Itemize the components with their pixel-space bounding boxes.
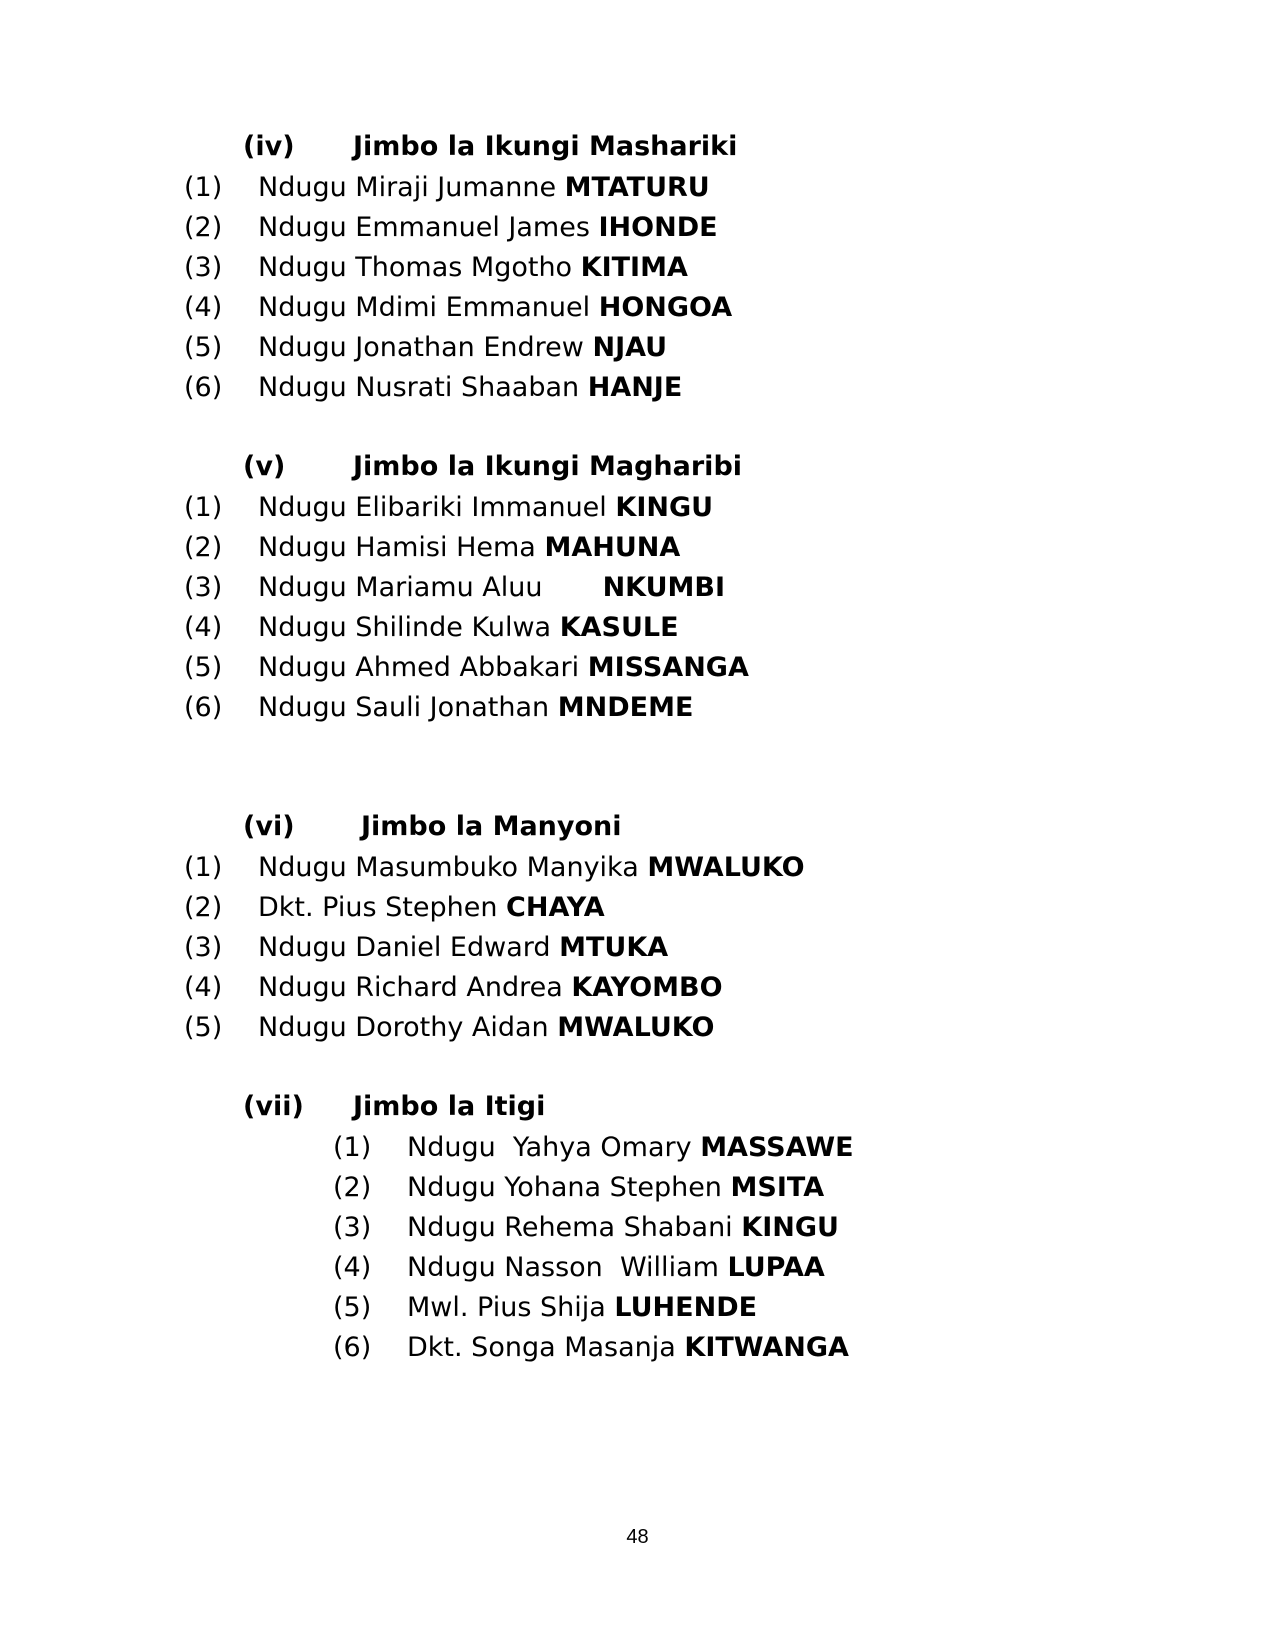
item-index: (6): [184, 692, 223, 723]
surname: KITWANGA: [684, 1332, 849, 1363]
surname: KINGU: [615, 492, 714, 523]
item-index: (5): [184, 1012, 223, 1043]
given-name: Ndugu Shilinde Kulwa: [258, 612, 552, 643]
surname: KAYOMBO: [571, 972, 723, 1003]
given-name: Ndugu Richard Andrea: [258, 972, 563, 1003]
surname: MASSAWE: [700, 1132, 854, 1163]
given-name: Ndugu Yahya Omary: [407, 1132, 692, 1163]
person-name: [258, 252, 688, 284]
person-name: [258, 852, 805, 884]
given-name: Dkt. Songa Masanja: [407, 1332, 676, 1363]
person-name: [407, 1132, 854, 1164]
surname: HONGOA: [598, 292, 733, 323]
person-name: [407, 1292, 757, 1324]
surname: CHAYA: [506, 892, 605, 923]
given-name: Ndugu Thomas Mgotho: [258, 252, 573, 283]
surname: MTATURU: [564, 172, 710, 203]
given-name: Ndugu Elibariki Immanuel: [258, 492, 607, 523]
surname: MAHUNA: [544, 532, 681, 563]
item-index: (3): [184, 932, 223, 963]
given-name: Ndugu Hamisi Hema: [258, 532, 536, 563]
item-index: (1): [184, 492, 223, 523]
surname: NKUMBI: [602, 572, 726, 603]
page-number: 48: [626, 1526, 649, 1548]
surname: KITIMA: [580, 252, 688, 283]
given-name: Ndugu Mariamu Aluu: [258, 572, 594, 603]
item-index: (1): [333, 1132, 372, 1163]
person-name: [258, 492, 713, 524]
person-name: [407, 1172, 824, 1204]
item-index: (5): [184, 332, 223, 363]
item-index: (6): [184, 372, 223, 403]
item-index: (5): [333, 1292, 372, 1323]
item-index: (1): [184, 852, 223, 883]
section-title: Jimbo la Manyoni: [361, 811, 622, 842]
person-name: [258, 972, 723, 1004]
given-name: Ndugu Jonathan Endrew: [258, 332, 584, 363]
person-name: [258, 212, 718, 244]
person-name: [407, 1332, 849, 1364]
given-name: Ndugu Yohana Stephen: [407, 1172, 722, 1203]
person-name: [258, 572, 725, 604]
item-index: (4): [333, 1252, 372, 1283]
surname: MISSANGA: [587, 652, 749, 683]
person-name: [258, 372, 682, 404]
item-index: (2): [184, 892, 223, 923]
item-index: (3): [333, 1212, 372, 1243]
item-index: (6): [333, 1332, 372, 1363]
item-index: (2): [333, 1172, 372, 1203]
given-name: Ndugu Sauli Jonathan: [258, 692, 550, 723]
surname: LUPAA: [727, 1252, 825, 1283]
given-name: Ndugu Dorothy Aidan: [258, 1012, 549, 1043]
section-title: Jimbo la Ikungi Magharibi: [353, 451, 743, 482]
person-name: [407, 1252, 825, 1284]
item-index: (3): [184, 252, 223, 283]
person-name: [258, 1012, 714, 1044]
given-name: Ndugu Nusrati Shaaban: [258, 372, 580, 403]
surname: MNDEME: [557, 692, 694, 723]
section-numeral: (vi): [243, 811, 295, 842]
surname: IHONDE: [598, 212, 718, 243]
given-name: Ndugu Nasson William: [407, 1252, 719, 1283]
item-index: (4): [184, 972, 223, 1003]
surname: MWALUKO: [647, 852, 805, 883]
section-numeral: (iv): [243, 131, 295, 162]
person-name: [258, 172, 710, 204]
given-name: Ndugu Daniel Edward: [258, 932, 551, 963]
person-name: [258, 332, 667, 364]
given-name: Mwl. Pius Shija: [407, 1292, 606, 1323]
given-name: Ndugu Ahmed Abbakari: [258, 652, 580, 683]
section-title: Jimbo la Itigi: [353, 1091, 546, 1122]
surname: KINGU: [741, 1212, 839, 1243]
given-name: Ndugu Masumbuko Manyika: [258, 852, 639, 883]
person-name: [258, 612, 679, 644]
given-name: Ndugu Emmanuel James: [258, 212, 590, 243]
person-name: [407, 1212, 839, 1244]
given-name: Ndugu Mdimi Emmanuel: [258, 292, 591, 323]
item-index: (4): [184, 612, 223, 643]
given-name: Dkt. Pius Stephen: [258, 892, 498, 923]
person-name: [258, 892, 605, 924]
given-name: Ndugu Rehema Shabani: [407, 1212, 733, 1243]
surname: HANJE: [587, 372, 683, 403]
item-index: (1): [184, 172, 223, 203]
given-name: Ndugu Miraji Jumanne: [258, 172, 557, 203]
item-index: (3): [184, 572, 223, 603]
person-name: [258, 932, 668, 964]
item-index: (4): [184, 292, 223, 323]
surname: MSITA: [730, 1172, 825, 1203]
surname: LUHENDE: [614, 1292, 758, 1323]
surname: KASULE: [559, 612, 679, 643]
person-name: [258, 652, 749, 684]
section-numeral: (v): [243, 451, 286, 482]
item-index: (5): [184, 652, 223, 683]
surname: MTUKA: [559, 932, 669, 963]
item-index: (2): [184, 532, 223, 563]
item-index: (2): [184, 212, 223, 243]
surname: NJAU: [592, 332, 668, 363]
section-title: Jimbo la Ikungi Mashariki: [353, 131, 738, 162]
person-name: [258, 532, 680, 564]
surname: MWALUKO: [557, 1012, 715, 1043]
section-numeral: (vii): [243, 1091, 304, 1122]
person-name: [258, 292, 732, 324]
person-name: [258, 692, 693, 724]
